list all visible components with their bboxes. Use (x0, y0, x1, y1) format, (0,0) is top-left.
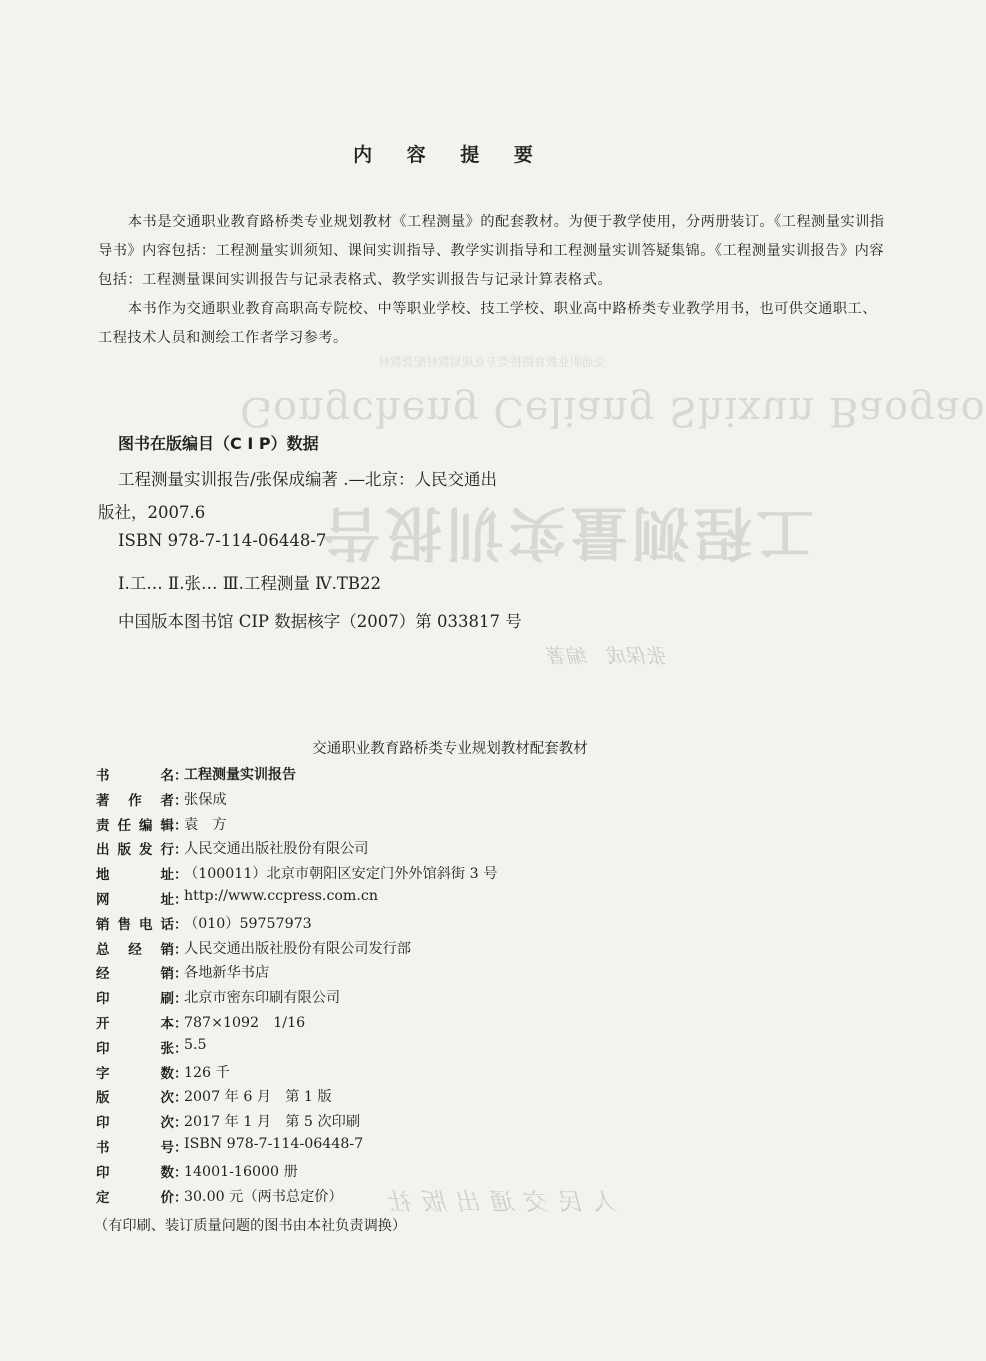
colophon-label: 印 刷 (96, 991, 174, 1008)
cip-line: 版社，2007.6 (98, 503, 206, 522)
colophon-value: 2007 年 6 月 第 1 版 (184, 1089, 332, 1106)
cip-line: 工程测量实训报告/张保成编著 .—北京：人民交通出 (118, 470, 498, 489)
show-through-series: 交通职业教育路桥类专业规划教材配套教材 (378, 355, 607, 369)
colophon-colon: ： (174, 1040, 188, 1057)
colophon-label: 字 数 (96, 1065, 174, 1082)
show-through-author: 张保成 编著 (548, 644, 668, 668)
colophon-value: http://www.ccpress.com.cn (184, 888, 378, 904)
colophon-colon: ： (174, 941, 188, 958)
colophon-label: 总 经 销 (96, 941, 174, 958)
colophon-label: 定 价 (96, 1189, 174, 1206)
colophon-series: 交通职业教育路桥类专业规划教材配套教材 (312, 741, 588, 757)
colophon-value: ISBN 978-7-114-06448-7 (184, 1136, 364, 1152)
colophon-label: 责 任 编 辑 (96, 817, 174, 834)
colophon-value: 工程测量实训报告 (184, 767, 296, 783)
colophon-value: 126 千 (184, 1064, 230, 1081)
summary-heading: 内 容 提 要 (353, 144, 547, 166)
colophon-colon: ： (174, 1016, 188, 1032)
colophon-colon: ： (174, 1164, 188, 1181)
colophon-colon: ： (174, 991, 188, 1008)
colophon-colon: ： (174, 916, 188, 933)
colophon-colon: ： (174, 1140, 188, 1156)
colophon-label: 著 作 者 (96, 792, 174, 809)
show-through-publisher: 人民交通出版社 (380, 1188, 618, 1216)
colophon-colon: ： (174, 966, 188, 983)
cip-classification: Ⅰ.工… Ⅱ.张… Ⅲ.工程测量 Ⅳ.TB22 (118, 574, 381, 593)
colophon-label: 书 名 (96, 768, 174, 784)
summary-text (98, 208, 888, 353)
cip-verification: 中国版本图书馆 CIP 数据核字（2007）第 033817 号 (118, 612, 522, 631)
colophon-colon: ： (174, 842, 188, 859)
colophon-label: 开 本 (96, 1016, 174, 1032)
colophon-value: 各地新华书店 (184, 965, 270, 982)
colophon-label: 地 址 (96, 867, 174, 884)
show-through-pinyin-title: Gongcheng Celiang Shixun Baogao (240, 388, 986, 434)
quality-notice: （有印刷、装订质量问题的图书由本社负责调换） (94, 1218, 407, 1234)
colophon-value: 2017 年 1 月 第 5 次印刷 (184, 1114, 361, 1131)
colophon-colon: ： (174, 817, 188, 834)
colophon-value: 787×1092 1/16 (184, 1015, 306, 1031)
colophon-colon: ： (174, 867, 188, 884)
colophon-value: （100011）北京市朝阳区安定门外外馆斜街 3 号 (184, 866, 498, 883)
colophon-colon: ： (174, 1065, 188, 1082)
colophon-colon: ： (174, 768, 188, 784)
colophon-label: 销 售 电 话 (96, 916, 174, 933)
cip-isbn: ISBN 978-7-114-06448-7 (118, 531, 327, 550)
colophon-value: 14001-16000 册 (184, 1163, 298, 1180)
colophon-label: 印 次 (96, 1115, 174, 1132)
colophon-label: 书 号 (96, 1140, 174, 1156)
colophon-colon: ： (174, 1189, 188, 1206)
colophon-value: 袁 方 (184, 816, 227, 833)
colophon-value: 北京市密东印刷有限公司 (184, 990, 341, 1007)
colophon-label: 出 版 发 行 (96, 842, 174, 859)
cip-title: 图书在版编目（C I P）数据 (118, 434, 319, 453)
colophon-value: 张保成 (184, 791, 227, 808)
colophon-value: 人民交通出版社股份有限公司 (184, 841, 369, 858)
colophon-label: 印 张 (96, 1040, 174, 1057)
colophon-colon: ： (174, 792, 188, 809)
colophon-value: 人民交通出版社股份有限公司发行部 (184, 940, 412, 957)
show-through-title: 工程测量实训报告 (318, 499, 815, 567)
colophon-colon: ： (174, 1115, 188, 1132)
summary-paragraph: 本书是交通职业教育路桥类专业规划教材《工程测量》的配套教材。为便于教学使用，分两册装订。《工程测量实训指导书》内容包括：工程测量实训须知、课间实训指导、教学实训指导和工程测量实训答疑集锦。《工程测量实训报告》内容包括：工程测量课间实训报告与记录表格式、教学实训报告与记录计算表格式。 (98, 214, 885, 288)
summary-paragraph: 本书作为交通职业教育高职高专院校、中等职业学校、技工学校、职业高中路桥类专业教学用书，也可供交通职工、工程技术人员和测绘工作者学习参考。 (98, 301, 877, 346)
colophon-value: 5.5 (184, 1036, 207, 1053)
colophon-label: 网 址 (96, 892, 174, 908)
colophon-label: 经 销 (96, 966, 174, 983)
colophon-colon: ： (174, 1090, 188, 1107)
colophon-label: 印 数 (96, 1164, 174, 1181)
colophon-label: 版 次 (96, 1090, 174, 1107)
colophon-colon: ： (174, 892, 188, 908)
colophon-value: （010）59757973 (184, 915, 312, 932)
colophon-value: 30.00 元（两书总定价） (184, 1188, 343, 1205)
